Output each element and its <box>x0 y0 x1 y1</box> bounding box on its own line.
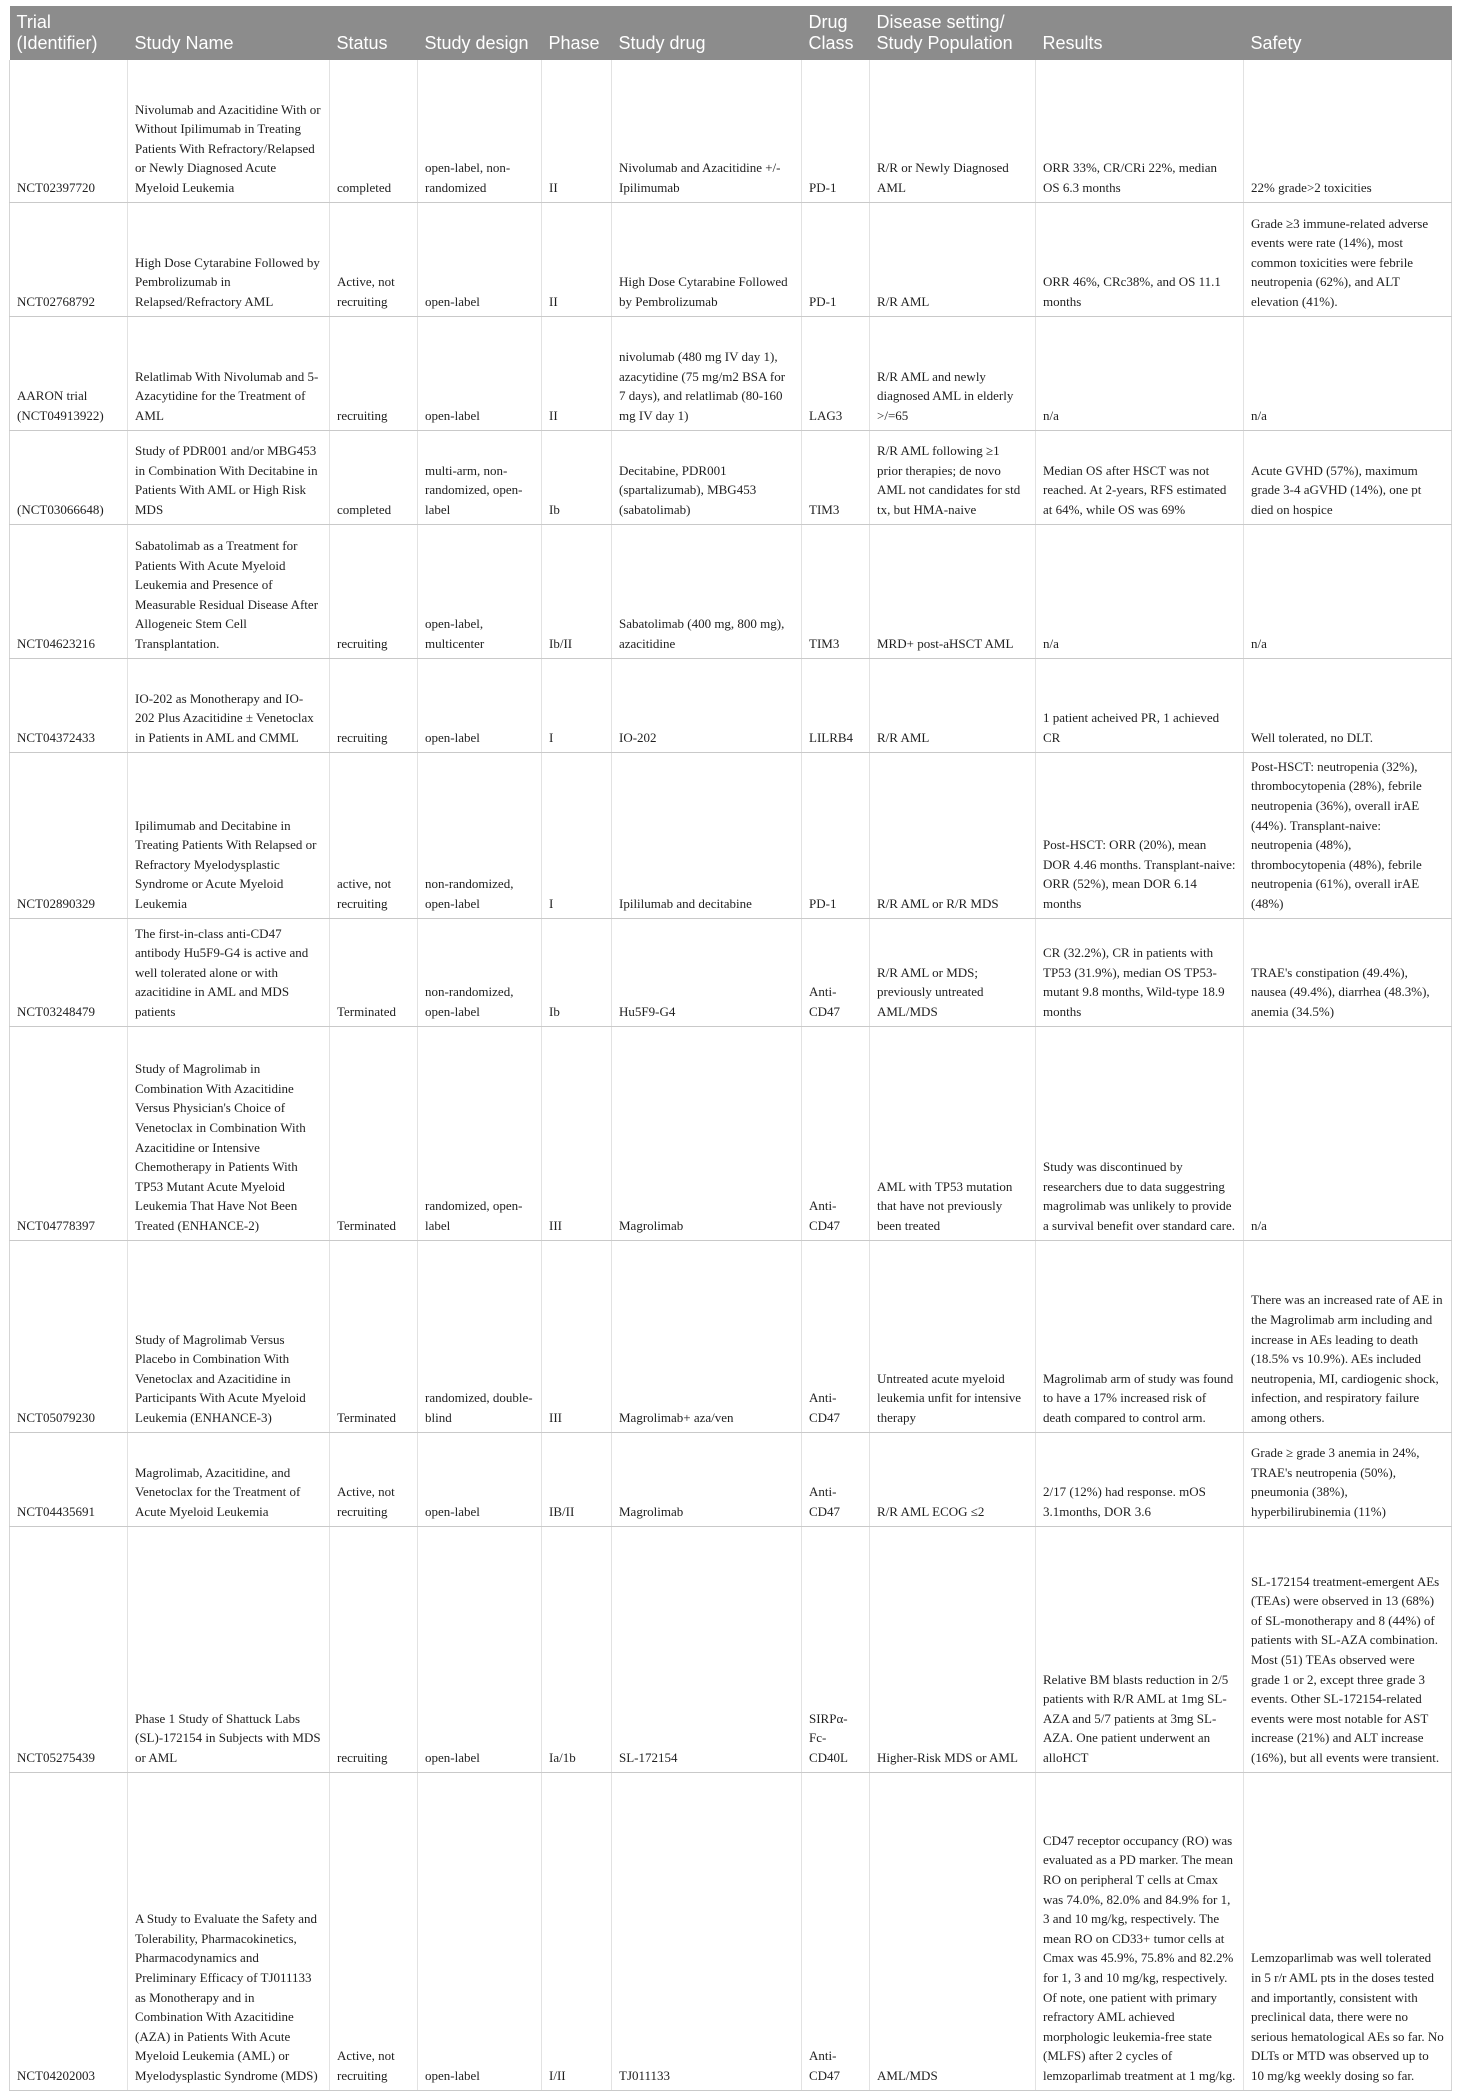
cell-trial: NCT04623216 <box>10 524 128 658</box>
header-study-design: Study design <box>418 6 542 60</box>
cell-study-name: Magrolimab, Azacitidine, and Venetoclax for the Treatment of Acute Myeloid Leukemia <box>128 1432 330 1526</box>
cell-study-name: Nivolumab and Azacitidine With or Without Ipilimumab in Treating Patients With Refractory/Relapsed or Newly Diagnosed Acute Myeloid Leukemia <box>128 60 330 202</box>
cell-results: Median OS after HSCT was not reached. At 2-years, RFS estimated at 64%, while OS was 69% <box>1036 430 1244 524</box>
table-row <box>10 430 1452 524</box>
table-row <box>10 1526 1452 1772</box>
cell-drug: TJ011133 <box>612 1772 802 2090</box>
cell-drug-class: SIRPα-Fc-CD40L <box>802 1526 870 1772</box>
cell-population: Higher-Risk MDS or AML <box>870 1526 1036 1772</box>
cell-design: randomized, open-label <box>418 1026 542 1240</box>
header-phase: Phase <box>542 6 612 60</box>
cell-drug-class: PD-1 <box>802 60 870 202</box>
cell-drug: Magrolimab+ aza/ven <box>612 1240 802 1432</box>
cell-design: randomized, double-blind <box>418 1240 542 1432</box>
cell-phase: II <box>542 316 612 430</box>
cell-study-name: A Study to Evaluate the Safety and Tolerability, Pharmacokinetics, Pharmacodynamics and Preliminary Efficacy of TJ011133 as Monotherapy and in Combination With Azacitidine (AZA) in Patients With Acute Myeloid Leukemia (AML) or Myelodysplastic Syndrome (MDS) <box>128 1772 330 2090</box>
header-row <box>10 6 1452 60</box>
cell-trial: NCT04778397 <box>10 1026 128 1240</box>
cell-safety: Acute GVHD (57%), maximum grade 3-4 aGVHD (14%), one pt died on hospice <box>1244 430 1452 524</box>
cell-safety: SL-172154 treatment-emergent AEs (TEAs) were observed in 13 (68%) of SL-monotherapy and 8 (44%) of patients with SL-AZA combination. Most (51) TEAs observed were grade 1 or 2, except three grade 3 events. Other SL-172154-related events were most notable for AST increase (21%) and ALT increase (16%), but all events were transient. <box>1244 1526 1452 1772</box>
cell-trial: NCT02768792 <box>10 202 128 316</box>
cell-drug-class: PD-1 <box>802 202 870 316</box>
header-results: Results <box>1036 6 1244 60</box>
cell-population: R/R AML or R/R MDS <box>870 752 1036 918</box>
cell-study-name: Study of PDR001 and/or MBG453 in Combination With Decitabine in Patients With AML or High Risk MDS <box>128 430 330 524</box>
cell-drug: Magrolimab <box>612 1026 802 1240</box>
cell-trial: NCT04435691 <box>10 1432 128 1526</box>
cell-drug: nivolumab (480 mg IV day 1), azacytidine (75 mg/m2 BSA for 7 days), and relatlimab (80-160 mg IV day 1) <box>612 316 802 430</box>
table-row <box>10 1026 1452 1240</box>
cell-study-name: IO-202 as Monotherapy and IO-202 Plus Azacitidine ± Venetoclax in Patients in AML and CMML <box>128 658 330 752</box>
cell-status: Terminated <box>330 918 418 1026</box>
cell-study-name: Study of Magrolimab Versus Placebo in Combination With Venetoclax and Azacitidine in Participants With Acute Myeloid Leukemia (ENHANCE-3) <box>128 1240 330 1432</box>
cell-status: recruiting <box>330 316 418 430</box>
clinical-trials-table <box>9 6 1452 2091</box>
cell-design: open-label <box>418 202 542 316</box>
cell-drug: High Dose Cytarabine Followed by Pembrolizumab <box>612 202 802 316</box>
cell-results: ORR 46%, CRc38%, and OS 11.1 months <box>1036 202 1244 316</box>
cell-drug-class: TIM3 <box>802 430 870 524</box>
cell-safety: There was an increased rate of AE in the Magrolimab arm including and increase in AEs leading to death (18.5% vs 10.9%). AEs included neutropenia, MI, cardiogenic shock, infection, and respiratory failure among others. <box>1244 1240 1452 1432</box>
cell-drug: IO-202 <box>612 658 802 752</box>
cell-population: R/R AML <box>870 658 1036 752</box>
table-row <box>10 1240 1452 1432</box>
table-row <box>10 658 1452 752</box>
cell-status: recruiting <box>330 658 418 752</box>
table-row <box>10 1772 1452 2090</box>
table-row <box>10 524 1452 658</box>
cell-phase: Ia/1b <box>542 1526 612 1772</box>
cell-status: completed <box>330 430 418 524</box>
cell-results: 1 patient acheived PR, 1 achieved CR <box>1036 658 1244 752</box>
trials-table-container <box>9 6 1451 2091</box>
cell-safety: Grade ≥ grade 3 anemia in 24%, TRAE's neutropenia (50%), pneumonia (38%), hyperbilirubinemia (11%) <box>1244 1432 1452 1526</box>
cell-trial: NCT04372433 <box>10 658 128 752</box>
cell-drug-class: Anti-CD47 <box>802 1772 870 2090</box>
cell-drug: Sabatolimab (400 mg, 800 mg), azacitidine <box>612 524 802 658</box>
table-row <box>10 316 1452 430</box>
cell-design: open-label <box>418 1432 542 1526</box>
cell-drug-class: Anti-CD47 <box>802 1240 870 1432</box>
cell-phase: III <box>542 1026 612 1240</box>
cell-trial: AARON trial (NCT04913922) <box>10 316 128 430</box>
header-drug-class: Drug Class <box>802 6 870 60</box>
cell-safety: n/a <box>1244 1026 1452 1240</box>
cell-study-name: Ipilimumab and Decitabine in Treating Patients With Relapsed or Refractory Myelodysplastic Syndrome or Acute Myeloid Leukemia <box>128 752 330 918</box>
cell-results: Post-HSCT: ORR (20%), mean DOR 4.46 months. Transplant-naive: ORR (52%), mean DOR 6.14 months <box>1036 752 1244 918</box>
cell-status: Active, not recruiting <box>330 1772 418 2090</box>
cell-phase: IB/II <box>542 1432 612 1526</box>
cell-safety: n/a <box>1244 316 1452 430</box>
cell-study-name: The first-in-class anti-CD47 antibody Hu5F9-G4 is active and well tolerated alone or with azacitidine in AML and MDS patients <box>128 918 330 1026</box>
cell-safety: Post-HSCT: neutropenia (32%), thrombocytopenia (28%), febrile neutropenia (36%), overall irAE (44%). Transplant-naive: neutropenia (48%), thrombocytopenia (48%), febrile neutropenia (61%), overall irAE (48%) <box>1244 752 1452 918</box>
cell-design: open-label <box>418 1772 542 2090</box>
table-row <box>10 752 1452 918</box>
cell-drug-class: LAG3 <box>802 316 870 430</box>
cell-population: MRD+ post-aHSCT AML <box>870 524 1036 658</box>
cell-population: R/R or Newly Diagnosed AML <box>870 60 1036 202</box>
cell-results: Study was discontinued by researchers due to data suggestring magrolimab was unlikely to provide a survival benefit over standard care. <box>1036 1026 1244 1240</box>
table-row <box>10 202 1452 316</box>
cell-results: Magrolimab arm of study was found to have a 17% increased risk of death compared to control arm. <box>1036 1240 1244 1432</box>
table-row <box>10 918 1452 1026</box>
cell-design: open-label, multicenter <box>418 524 542 658</box>
header-safety: Safety <box>1244 6 1452 60</box>
cell-phase: Ib <box>542 918 612 1026</box>
cell-drug-class: TIM3 <box>802 524 870 658</box>
cell-results: ORR 33%, CR/CRi 22%, median OS 6.3 months <box>1036 60 1244 202</box>
cell-results: CR (32.2%), CR in patients with TP53 (31.9%), median OS TP53-mutant 9.8 months, Wild-type 18.9 months <box>1036 918 1244 1026</box>
cell-drug: Decitabine, PDR001 (spartalizumab), MBG453 (sabatolimab) <box>612 430 802 524</box>
cell-status: Terminated <box>330 1240 418 1432</box>
cell-drug-class: Anti-CD47 <box>802 1432 870 1526</box>
cell-status: Active, not recruiting <box>330 202 418 316</box>
cell-drug: Nivolumab and Azacitidine +/- Ipilimumab <box>612 60 802 202</box>
header-status: Status <box>330 6 418 60</box>
cell-study-name: Phase 1 Study of Shattuck Labs (SL)-172154 in Subjects with MDS or AML <box>128 1526 330 1772</box>
cell-population: R/R AML or MDS; previously untreated AML/MDS <box>870 918 1036 1026</box>
header-population: Disease setting/ Study Population <box>870 6 1036 60</box>
cell-study-name: Relatlimab With Nivolumab and 5-Azacytidine for the Treatment of AML <box>128 316 330 430</box>
cell-design: open-label <box>418 1526 542 1772</box>
cell-phase: III <box>542 1240 612 1432</box>
cell-status: Active, not recruiting <box>330 1432 418 1526</box>
cell-population: R/R AML and newly diagnosed AML in elderly >/=65 <box>870 316 1036 430</box>
cell-population: Untreated acute myeloid leukemia unfit for intensive therapy <box>870 1240 1036 1432</box>
cell-trial: NCT03248479 <box>10 918 128 1026</box>
cell-population: R/R AML <box>870 202 1036 316</box>
cell-drug: Ipililumab and decitabine <box>612 752 802 918</box>
cell-study-name: Sabatolimab as a Treatment for Patients With Acute Myeloid Leukemia and Presence of Measurable Residual Disease After Allogeneic Stem Cell Transplantation. <box>128 524 330 658</box>
cell-trial: NCT05275439 <box>10 1526 128 1772</box>
cell-status: completed <box>330 60 418 202</box>
cell-status: recruiting <box>330 524 418 658</box>
cell-results: CD47 receptor occupancy (RO) was evaluated as a PD marker. The mean RO on peripheral T cells at Cmax was 74.0%, 82.0% and 84.9% for 1, 3 and 10 mg/kg, respectively. The mean RO on CD33+ tumor cells at Cmax was 45.9%, 75.8% and 82.2% for 1, 3 and 10 mg/kg, respectively. Of note, one patient with primary refractory AML achieved morphologic leukemia-free state (MLFS) after 2 cycles of lemzoparlimab treatment at 1 mg/kg. <box>1036 1772 1244 2090</box>
cell-safety: Grade ≥3 immune-related adverse events were rate (14%), most common toxicities were febrile neutropenia (62%), and ALT elevation (41%). <box>1244 202 1452 316</box>
cell-phase: I <box>542 658 612 752</box>
cell-results: n/a <box>1036 316 1244 430</box>
cell-trial: NCT05079230 <box>10 1240 128 1432</box>
cell-results: Relative BM blasts reduction in 2/5 patients with R/R AML at 1mg SL-AZA and 5/7 patients at 3mg SL-AZA. One patient underwent an alloHCT <box>1036 1526 1244 1772</box>
cell-safety: TRAE's constipation (49.4%), nausea (49.4%), diarrhea (48.3%), anemia (34.5%) <box>1244 918 1452 1026</box>
cell-study-name: Study of Magrolimab in Combination With Azacitidine Versus Physician's Choice of Venetoclax in Combination With Azacitidine or Intensive Chemotherapy in Patients With TP53 Mutant Acute Myeloid Leukemia That Have Not Been Treated (ENHANCE-2) <box>128 1026 330 1240</box>
cell-design: open-label, non-randomized <box>418 60 542 202</box>
cell-results: n/a <box>1036 524 1244 658</box>
cell-status: Terminated <box>330 1026 418 1240</box>
cell-safety: Well tolerated, no DLT. <box>1244 658 1452 752</box>
cell-phase: I/II <box>542 1772 612 2090</box>
cell-safety: Lemzoparlimab was well tolerated in 5 r/r AML pts in the doses tested and importantly, consistent with preclinical data, there were no serious hematological AEs so far. No DLTs or MTD was observed up to 10 mg/kg weekly dosing so far. <box>1244 1772 1452 2090</box>
cell-population: R/R AML following ≥1 prior therapies; de novo AML not candidates for std tx, but HMA-naive <box>870 430 1036 524</box>
cell-results: 2/17 (12%) had response. mOS 3.1months, DOR 3.6 <box>1036 1432 1244 1526</box>
cell-drug-class: PD-1 <box>802 752 870 918</box>
cell-study-name: High Dose Cytarabine Followed by Pembrolizumab in Relapsed/Refractory AML <box>128 202 330 316</box>
cell-design: non-randomized, open-label <box>418 918 542 1026</box>
cell-trial: (NCT03066648) <box>10 430 128 524</box>
cell-drug: Magrolimab <box>612 1432 802 1526</box>
table-row <box>10 60 1452 202</box>
header-study-name: Study Name <box>128 6 330 60</box>
cell-design: multi-arm, non-randomized, open-label <box>418 430 542 524</box>
cell-population: AML/MDS <box>870 1772 1036 2090</box>
cell-phase: Ib/II <box>542 524 612 658</box>
cell-phase: Ib <box>542 430 612 524</box>
cell-phase: I <box>542 752 612 918</box>
cell-population: AML with TP53 mutation that have not previously been treated <box>870 1026 1036 1240</box>
cell-phase: II <box>542 60 612 202</box>
cell-drug-class: Anti-CD47 <box>802 1026 870 1240</box>
cell-trial: NCT04202003 <box>10 1772 128 2090</box>
header-study-drug: Study drug <box>612 6 802 60</box>
cell-design: open-label <box>418 658 542 752</box>
cell-drug: Hu5F9-G4 <box>612 918 802 1026</box>
header-trial: Trial (Identifier) <box>10 6 128 60</box>
cell-trial: NCT02890329 <box>10 752 128 918</box>
cell-drug-class: Anti-CD47 <box>802 918 870 1026</box>
cell-design: non-randomized, open-label <box>418 752 542 918</box>
cell-drug-class: LILRB4 <box>802 658 870 752</box>
cell-status: recruiting <box>330 1526 418 1772</box>
cell-status: active, not recruiting <box>330 752 418 918</box>
cell-population: R/R AML ECOG ≤2 <box>870 1432 1036 1526</box>
cell-safety: 22% grade>2 toxicities <box>1244 60 1452 202</box>
cell-design: open-label <box>418 316 542 430</box>
cell-drug: SL-172154 <box>612 1526 802 1772</box>
cell-safety: n/a <box>1244 524 1452 658</box>
table-row <box>10 1432 1452 1526</box>
cell-phase: II <box>542 202 612 316</box>
cell-trial: NCT02397720 <box>10 60 128 202</box>
